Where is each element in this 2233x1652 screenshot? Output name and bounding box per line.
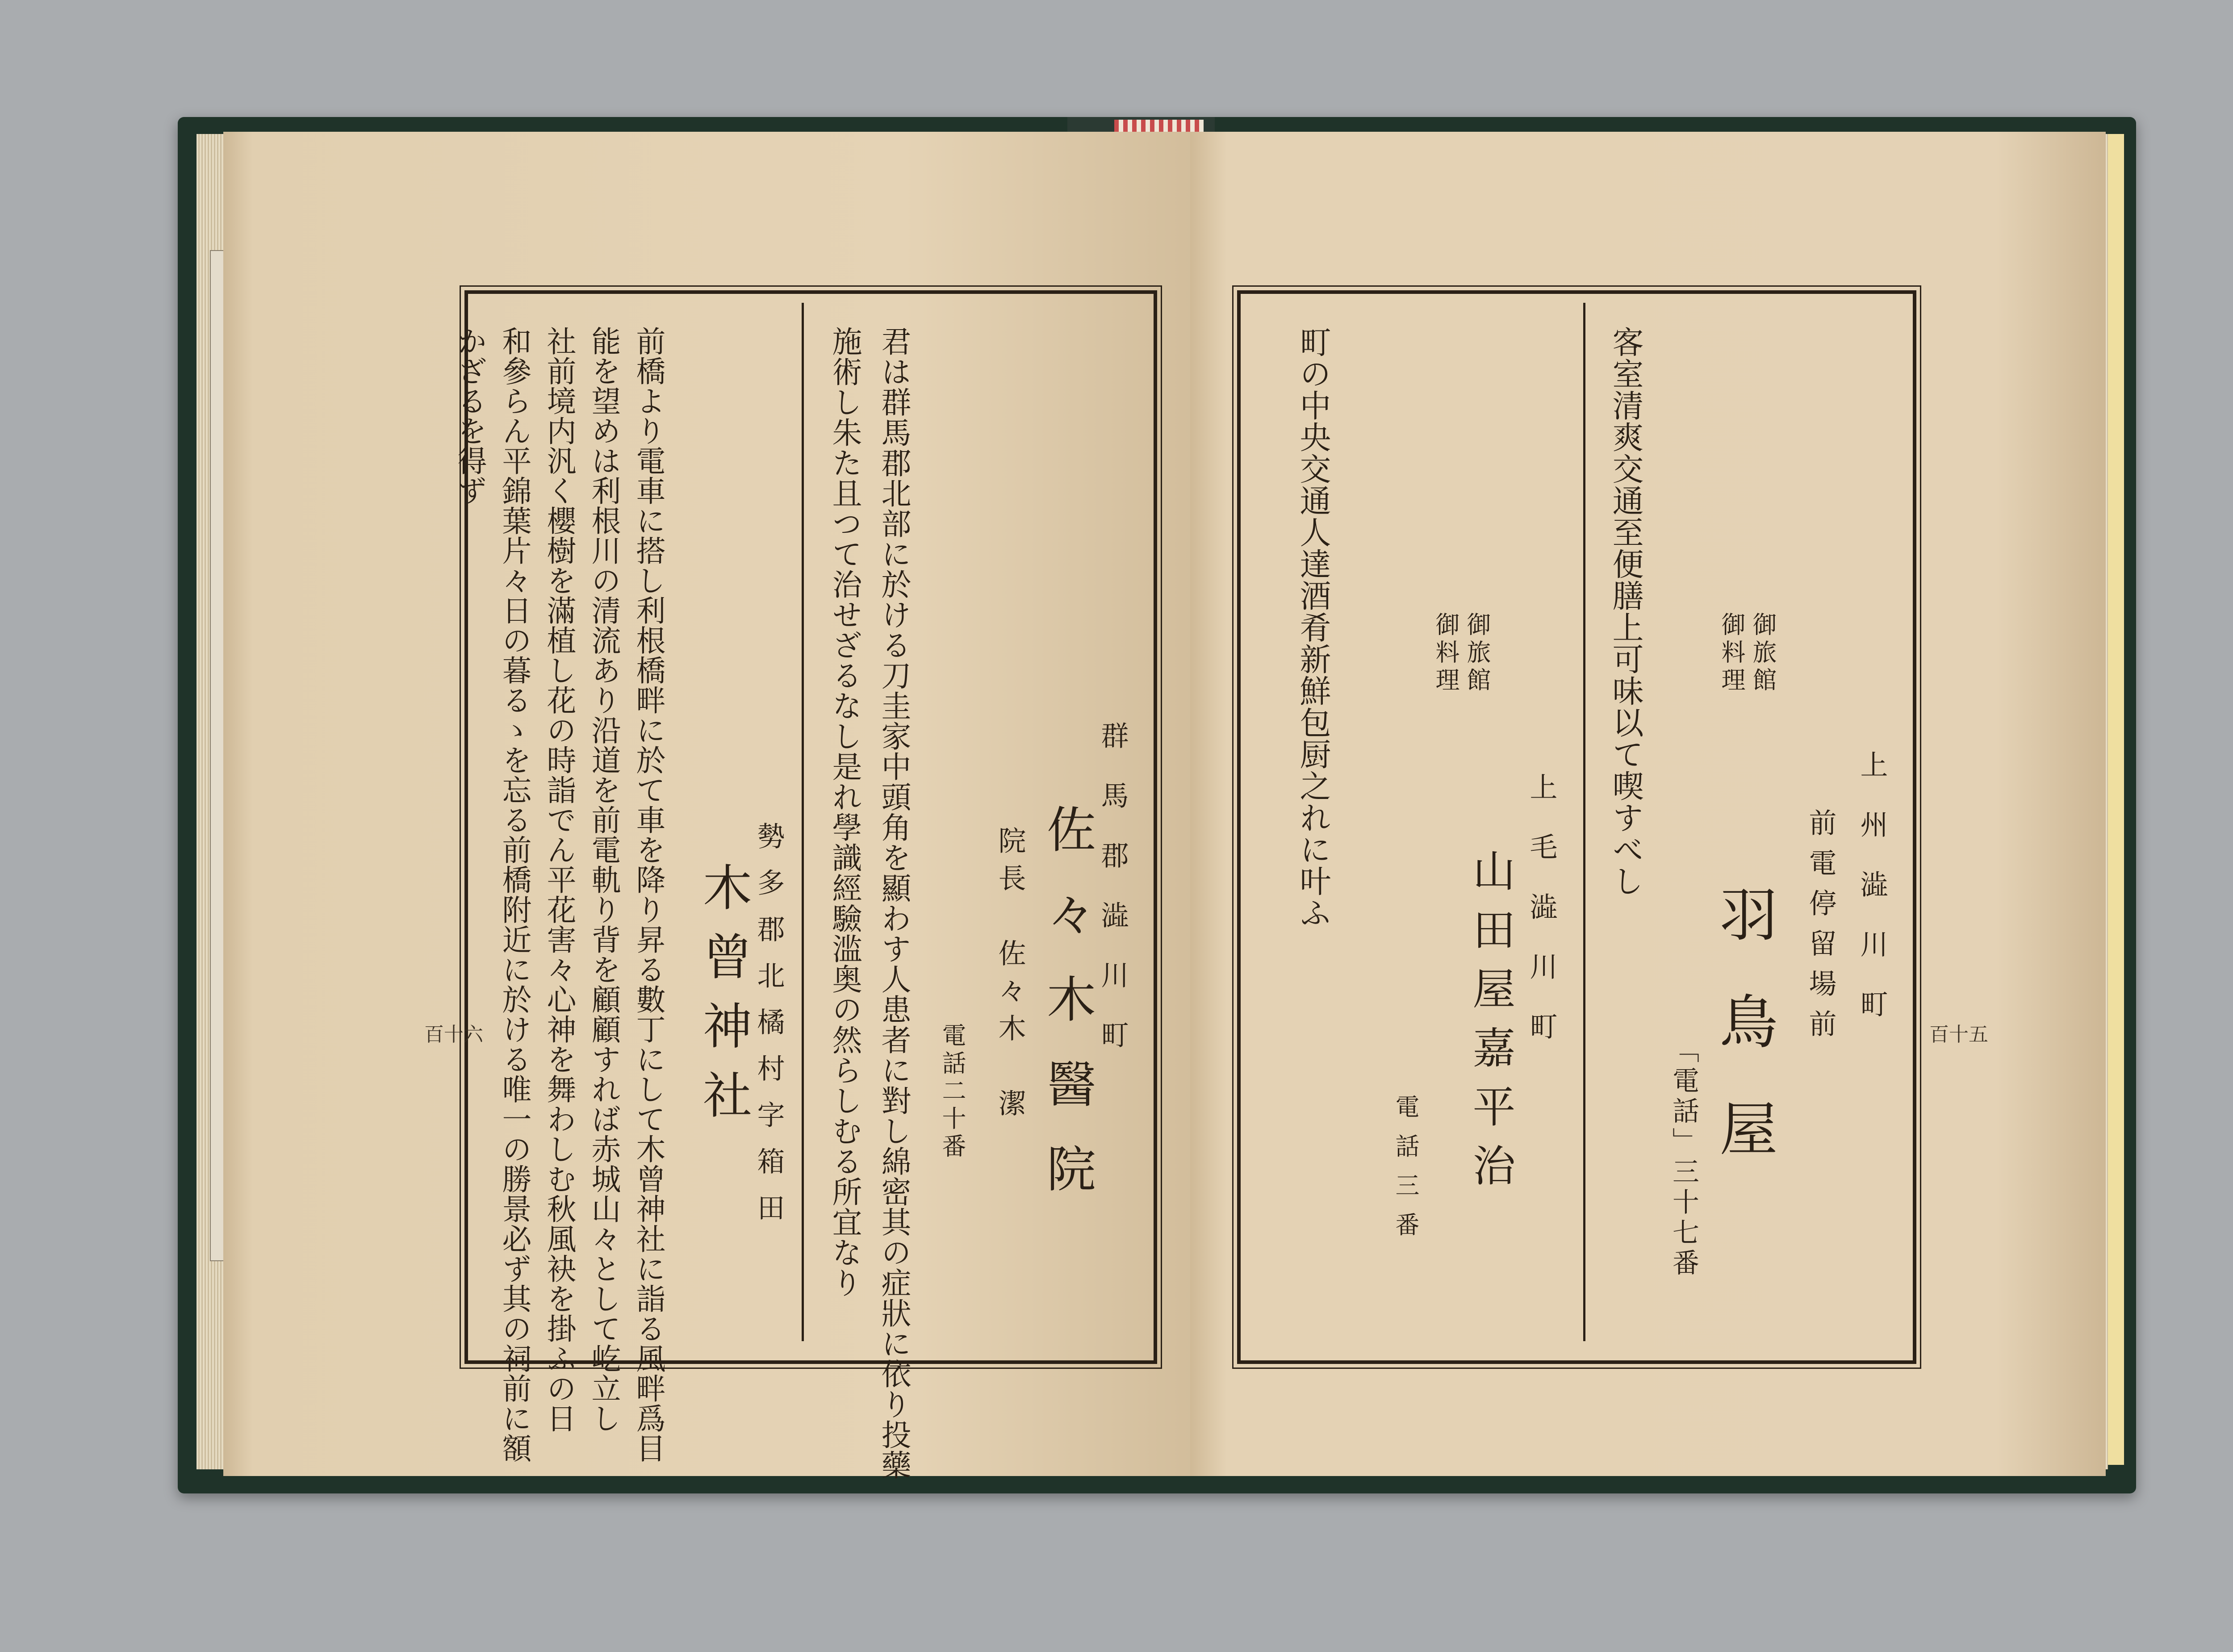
shrine-address: 勢多郡北橘村字箱田 [753, 822, 785, 1240]
yamadaya-label: 御旅館 [1463, 612, 1491, 695]
hatoriya-label: 御料理 [1718, 612, 1746, 695]
yamadaya-label: 御料理 [1432, 612, 1460, 695]
hatoriya-location: 前電停留場前 [1804, 808, 1837, 1050]
shrine-body-line: 社前境内汎く櫻樹を滿植し花の時詣でん平花害々心神を舞わしむ秋風袂を掛ふの日 [542, 326, 576, 1433]
clinic-address: 群馬郡澁川町 [1096, 721, 1129, 1080]
yamadaya-address: 上毛澁川町 [1525, 773, 1558, 1072]
hatoriya-label: 御旅館 [1749, 612, 1777, 695]
clinic-body-line: 施術し朱た且つて治せざるなし是れ學識經驗滥奥の然らしむる所宜なり [828, 326, 862, 1298]
left-ad-divider [802, 303, 804, 1341]
shrine-body-line: かざるを得ず [452, 326, 487, 506]
clinic-body-line: 君は群馬郡北部に於ける刀圭家中頭角を顯わす人患者に對し綿密其の症狀に依り投藥 [877, 326, 912, 1480]
hatoriya-address: 上州澁川町 [1856, 750, 1888, 1050]
yamadaya-name: 山田屋嘉平治 [1466, 849, 1516, 1202]
hatoriya-phone: 「電話」三十七番 [1668, 1036, 1699, 1279]
hatoriya-name: 羽鳥屋 [1710, 884, 1778, 1206]
shrine-name: 木曾神社 [695, 862, 752, 1139]
yamadaya-phone: 電話三番 [1392, 1094, 1420, 1251]
left-folio: 百十六 [424, 1023, 483, 1046]
right-board-edge [2107, 134, 2124, 1465]
hatoriya-body: 客室清爽交通至便膳上可味以て喫すべし [1607, 326, 1644, 897]
shrine-body-line: 和參らん平錦葉片々日の暮るゝを忘る前橋附近に於ける唯一の勝景必ず其の祠前に額 [497, 326, 531, 1463]
clinic-name: 佐々木醫院 [1039, 804, 1096, 1228]
right-folio: 百十五 [1929, 1023, 1988, 1046]
clinic-phone: 電話二十番 [938, 1023, 966, 1161]
shrine-body-line: 前橋より電車に搭し利根橋畔に於て車を降り昇る數丁にして木曾神社に詣る風畔爲目 [631, 326, 665, 1463]
headband [1114, 120, 1204, 133]
yamadaya-body: 町の中央交通人達酒肴新鮮包厨之れに叶ふ [1295, 326, 1331, 928]
shrine-body-line: 能を望めは利根川の清流あり沿道を前電軌り背を顧顧すれば赤城山々として屹立し [586, 326, 621, 1433]
right-ad-divider [1583, 303, 1585, 1341]
clinic-director: 院長 佐々木 潔 [994, 826, 1026, 1126]
